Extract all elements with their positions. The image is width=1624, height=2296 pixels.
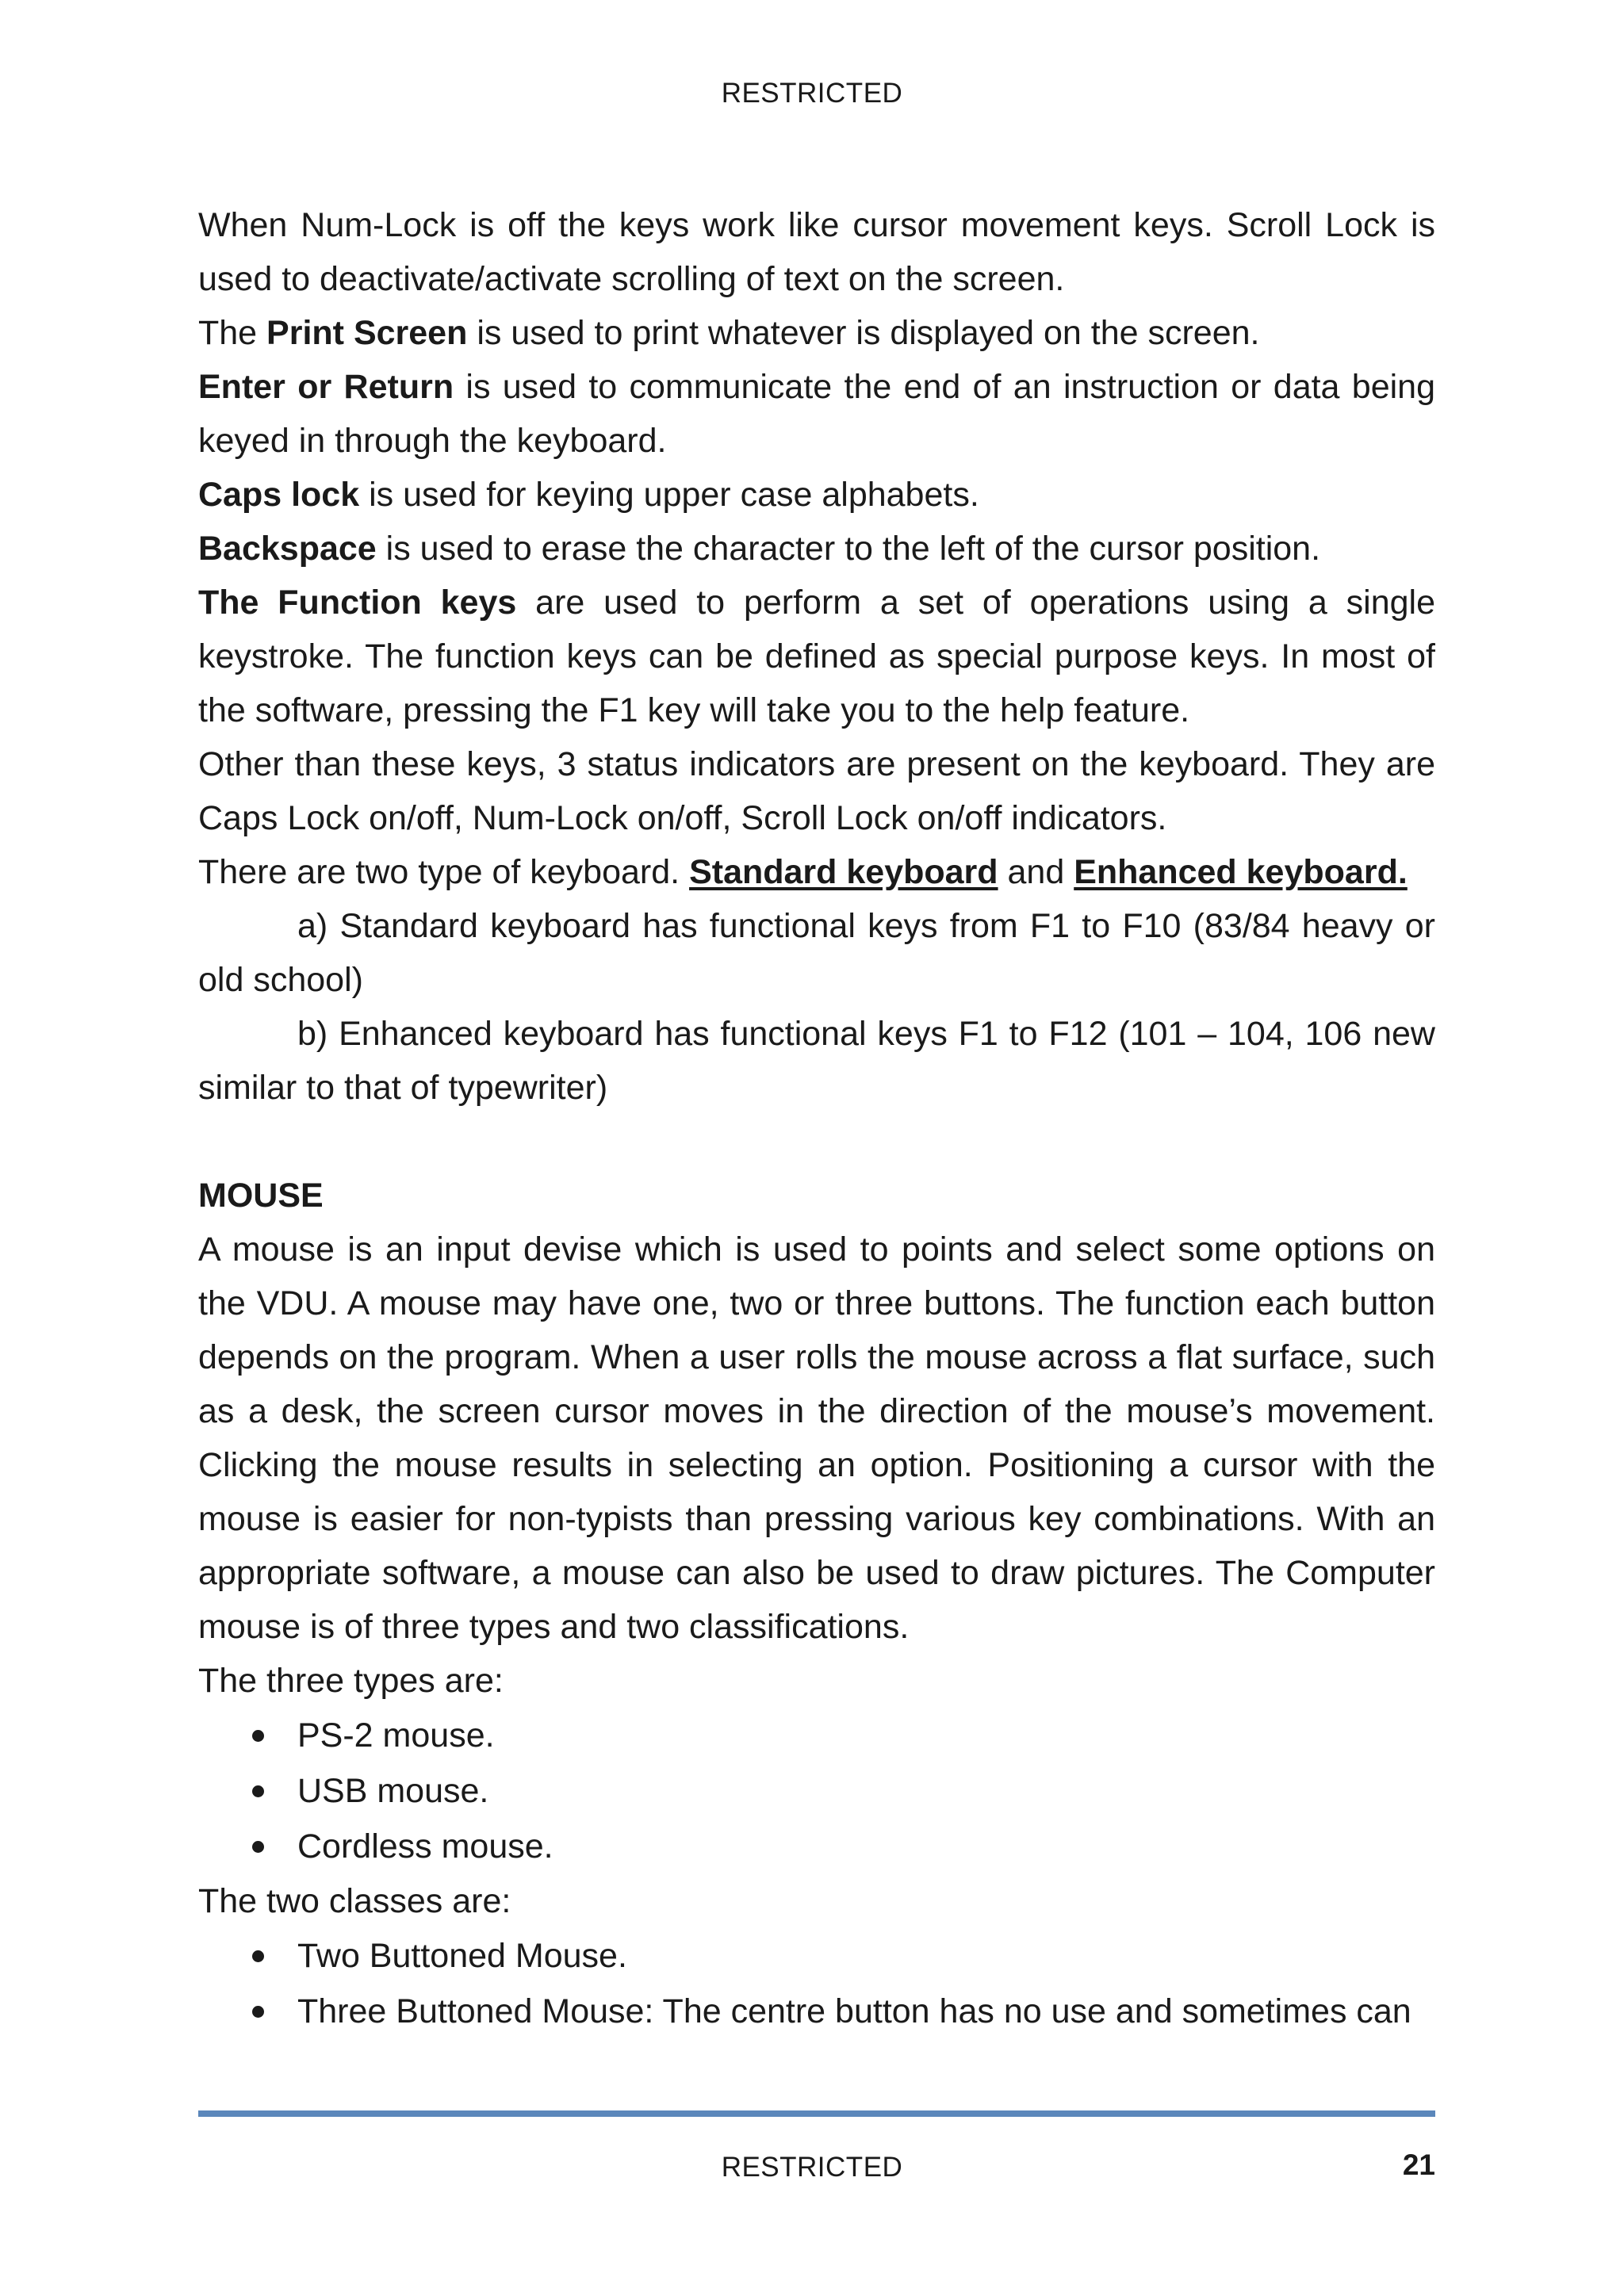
list-item-text: PS-2 mouse. [297,1716,495,1755]
text-run: is used to erase the character to the left of the cursor position. [376,530,1321,568]
paragraph-mouse-description: A mouse is an input devise which is used to points and select some options on the VDU. A mouse may have one, two or three buttons. The function each button depends on the program. When a user rolls the mouse across a flat surface, such as a desk, the screen cursor moves in the direction of the mouse’s movement. Clicking the mouse results in selecting an option. Positioning a cursor with the mouse is easier for non-typists than pressing various key combinations. With an appropriate software, a mouse can also be used to draw pictures. The Computer mouse is of three types and two classifications. [198,1230,1435,1646]
list-item [198,1763,1435,1819]
list-item [198,1708,1435,1763]
paragraph-keyboard-types [198,845,1435,899]
bullet-icon [252,1785,264,1797]
paragraph-print-screen [198,306,1435,360]
text-run: There are two type of keyboard. [198,853,690,891]
term-standard-keyboard: Standard keyboard [689,853,998,891]
list-item [198,1984,1435,2039]
list-item [198,1819,1435,1874]
mouse-classes-list [198,1928,1435,2039]
text-run: are used to perform a set of operations using a single keystroke. The function keys can be defined as special purpose keys. In most of the software, pressing the F1 key will take you to the help feature. [198,584,1435,729]
paragraph-enter-return [198,360,1435,468]
paragraph-caps-lock [198,468,1435,522]
paragraph-status-indicators: Other than these keys, 3 status indicators are present on the keyboard. They are Caps Lock on/off, Num-Lock on/off, Scroll Lock on/off indicators. [198,745,1435,837]
paragraph-enhanced-keyboard: b) Enhanced keyboard has functional keys F1 to F12 (101 – 104, 106 new similar to that of typewriter) [198,1015,1435,1107]
bullet-icon [252,1730,264,1742]
page-body [198,198,1435,2039]
text-run: and [998,853,1074,891]
paragraph-classes-intro: The two classes are: [198,1882,511,1920]
footer-restricted-label: RESTRICTED [721,2152,903,2183]
term-enter-return: Enter or Return [198,368,454,406]
bullet-icon [252,1950,264,1962]
term-caps-lock: Caps lock [198,476,360,514]
bullet-icon [252,1841,264,1853]
term-print-screen: Print Screen [266,314,468,352]
paragraph-standard-keyboard: a) Standard keyboard has functional keys from F1 to F10 (83/84 heavy or old school) [198,907,1435,999]
text-run: The [198,314,267,352]
list-item [198,1928,1435,1984]
footer-divider [198,2110,1435,2117]
text-run: is used to communicate the end of an instruction or data being keyed in through the keyboard. [198,368,1435,460]
mouse-types-list [198,1708,1435,1874]
paragraph-num-lock: When Num-Lock is off the keys work like cursor movement keys. Scroll Lock is used to deactivate/activate scrolling of text on the screen. [198,206,1435,298]
paragraph-types-intro: The three types are: [198,1662,504,1700]
header-restricted-label: RESTRICTED [721,78,903,109]
section-gap [198,1115,1435,1169]
paragraph-backspace [198,522,1435,576]
text-run: is used for keying upper case alphabets. [359,476,979,514]
list-item-text: Three Buttoned Mouse: The centre button has no use and sometimes can [297,1992,1411,2030]
text-run: is used to print whatever is displayed on the screen. [467,314,1260,352]
list-item-text: Cordless mouse. [297,1827,553,1866]
section-heading-mouse: MOUSE [198,1177,324,1215]
list-item-text: Two Buttoned Mouse. [297,1937,627,1975]
term-backspace: Backspace [198,530,377,568]
bullet-icon [252,2006,264,2018]
list-item-text: USB mouse. [297,1772,489,1810]
term-function-keys: The Function keys [198,584,517,622]
paragraph-function-keys [198,576,1435,737]
term-enhanced-keyboard: Enhanced keyboard. [1074,853,1408,891]
page-number: 21 [1402,2149,1435,2181]
